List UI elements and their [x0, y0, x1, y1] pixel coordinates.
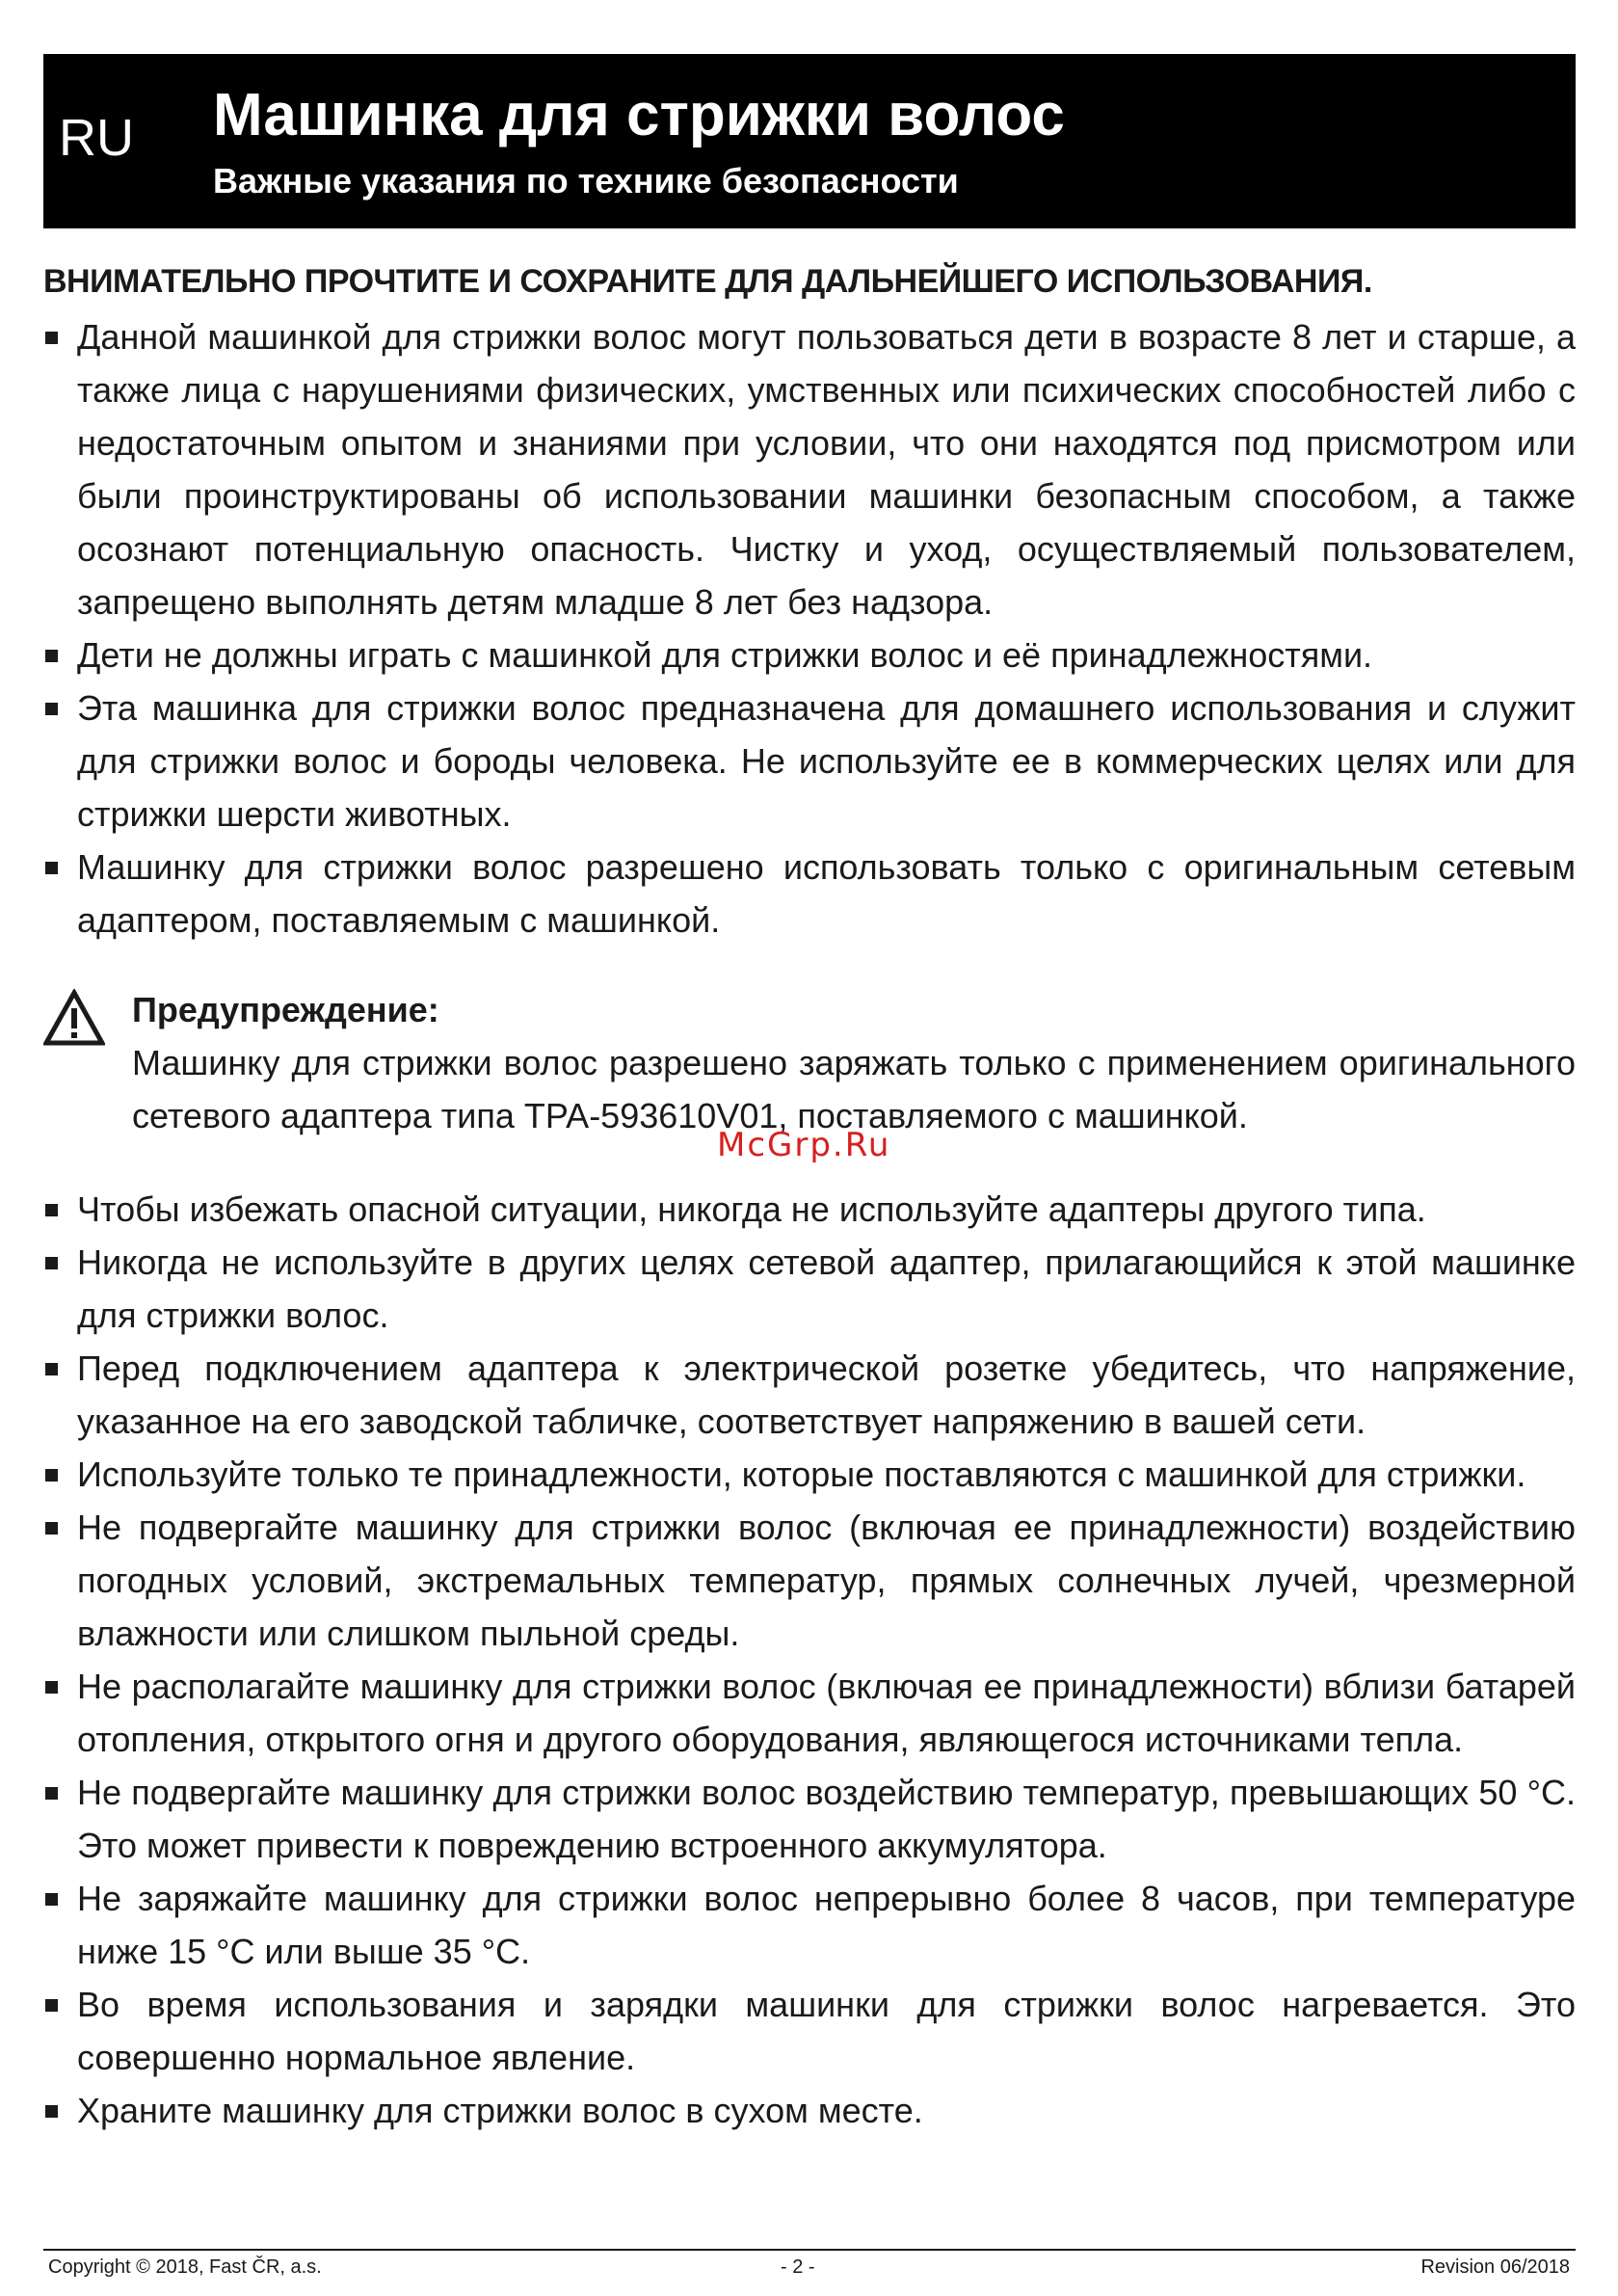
list-item-text: Данной машинкой для стрижки волос могут пользоваться дети в возрасте 8 лет и старше, а также лица с нарушениями физических, умственных или психических способностей либо с недостаточным опытом и знаниями при условии, что они находятся под присмотром или были проинструктированы об использовании машинки безопасным способом, а также осознают потенциальную опасность. Чистку и уход, осуществляемый пользователем, запрещено выполнять детям младше 8 лет без надзора. — [77, 317, 1576, 622]
bullet-icon — [45, 1681, 58, 1694]
bullet-icon — [45, 703, 58, 715]
list-item-text: Храните машинку для стрижки волос в сухом месте. — [77, 2091, 923, 2130]
bullet-icon — [45, 1522, 58, 1535]
list-item — [43, 1766, 1576, 1872]
page-number: - 2 - — [781, 2256, 815, 2278]
bullet-icon — [45, 1893, 58, 1906]
bullet-icon — [45, 1787, 58, 1800]
list-item — [43, 681, 1576, 841]
warning-heading: Предупреждение: — [132, 990, 439, 1029]
list-item — [43, 628, 1576, 681]
footer-revision: Revision 06/2018 — [1420, 2256, 1570, 2278]
list-item — [43, 1183, 1576, 1236]
list-item-text: Не подвергайте машинку для стрижки волос (включая ее принадлежности) воздействию погодных условий, экстремальных температур, прямых солнечных лучей, чрезмерной влажности или слишком пыльной среды. — [77, 1508, 1576, 1653]
list-item — [43, 1342, 1576, 1448]
page-title: Машинка для стрижки волос — [213, 82, 1065, 148]
bullet-icon — [45, 1204, 58, 1216]
warning-text: Машинку для стрижки волос разрешено заряжать только с применением оригинального сетевого адаптера типа TPA-593610V01, поставляемого с машинкой. — [132, 1043, 1576, 1135]
safety-list-a — [43, 310, 1576, 947]
list-item — [43, 1501, 1576, 1660]
list-item-text: Во время использования и зарядки машинки для стрижки волос нагревается. Это совершенно нормальное явление. — [77, 1985, 1576, 2077]
list-item — [43, 310, 1576, 628]
bullet-icon — [45, 2105, 58, 2118]
footer-copyright: Copyright © 2018, Fast ČR, a.s. — [48, 2256, 322, 2278]
intro-heading: ВНИМАТЕЛЬНО ПРОЧТИТЕ И СОХРАНИТЕ ДЛЯ ДАЛЬНЕЙШЕГО ИСПОЛЬЗОВАНИЯ. — [43, 263, 1372, 300]
list-item — [43, 1872, 1576, 1978]
list-item — [43, 1448, 1576, 1501]
footer-divider — [43, 2249, 1576, 2251]
bullet-icon — [45, 650, 58, 662]
warning-block — [43, 983, 1576, 1147]
bullet-icon — [45, 332, 58, 344]
list-item — [43, 1660, 1576, 1766]
safety-list-b — [43, 1183, 1576, 2137]
list-item-text: Дети не должны играть с машинкой для стрижки волос и её принадлежностями. — [77, 635, 1373, 675]
warning-triangle-icon — [43, 989, 105, 1047]
list-item-text: Чтобы избежать опасной ситуации, никогда не используйте адаптеры другого типа. — [77, 1189, 1426, 1229]
header-banner — [43, 54, 1576, 228]
list-item — [43, 841, 1576, 947]
list-item-text: Никогда не используйте в других целях сетевой адаптер, прилагающийся к этой машинке для стрижки волос. — [77, 1242, 1576, 1335]
list-item-text: Не заряжайте машинку для стрижки волос непрерывно более 8 часов, при температуре ниже 15 °C или выше 35 °C. — [77, 1879, 1576, 1971]
list-item — [43, 1236, 1576, 1342]
bullet-icon — [45, 1999, 58, 2012]
list-item-text: Используйте только те принадлежности, которые поставляются с машинкой для стрижки. — [77, 1455, 1526, 1494]
bullet-icon — [45, 1469, 58, 1482]
bullet-icon — [45, 1363, 58, 1375]
list-item-text: Не располагайте машинку для стрижки волос (включая ее принадлежности) вблизи батарей отопления, открытого огня и другого оборудования, являющегося источниками тепла. — [77, 1667, 1576, 1759]
list-item — [43, 2084, 1576, 2137]
watermark: McGrp.Ru — [717, 1126, 891, 1164]
bullet-icon — [45, 1257, 58, 1269]
list-item-text: Не подвергайте машинку для стрижки волос воздействию температур, превышающих 50 °C. Это может привести к повреждению встроенного аккумулятора. — [77, 1773, 1576, 1865]
bullet-icon — [45, 862, 58, 874]
list-item — [43, 1978, 1576, 2084]
list-item-text: Машинку для стрижки волос разрешено использовать только с оригинальным сетевым адаптером, поставляемым с машинкой. — [77, 847, 1576, 940]
list-item-text: Эта машинка для стрижки волос предназначена для домашнего использования и служит для стрижки волос и бороды человека. Не используйте ее в коммерческих целях или для стрижки шерсти животных. — [77, 688, 1576, 834]
list-item-text: Перед подключением адаптера к электрической розетке убедитесь, что напряжение, указанное на его заводской табличке, соответствует напряжению в вашей сети. — [77, 1348, 1576, 1441]
page-subtitle: Важные указания по технике безопасности — [213, 161, 959, 200]
language-code: RU — [59, 109, 134, 167]
